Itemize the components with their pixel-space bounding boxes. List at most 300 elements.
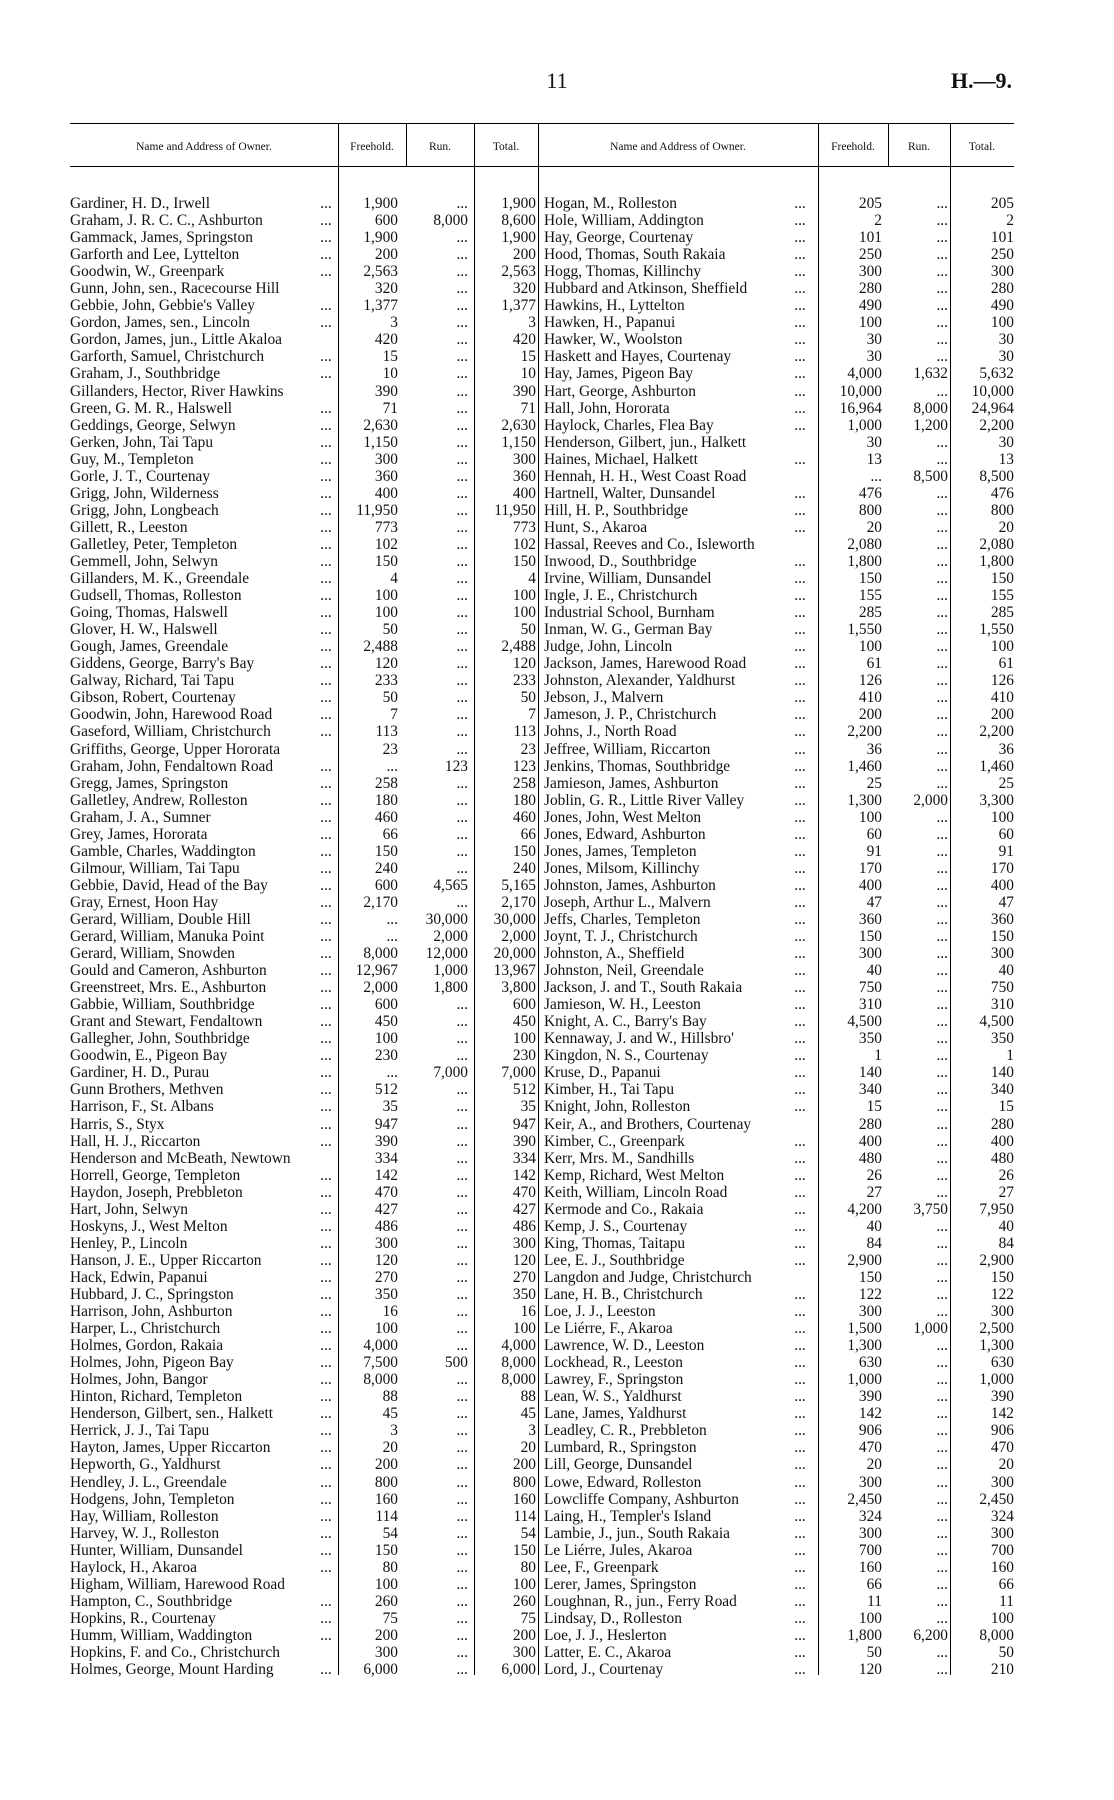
run-value: ... [456, 1661, 468, 1679]
table-row [544, 775, 1014, 792]
run-value: ... [936, 1303, 948, 1321]
owner-name: Gardiner, H. D., Purau [70, 1064, 210, 1082]
table-row [544, 996, 1014, 1013]
run-value: ... [456, 1268, 468, 1286]
owner-name: Gudsell, Thomas, Rolleston [70, 587, 242, 605]
leader-dots: ... [320, 1234, 332, 1252]
freehold-value: 1,300 [847, 1337, 882, 1355]
leader-dots: ... [320, 706, 332, 724]
owner-name: Kemp, Richard, West Melton [544, 1166, 725, 1184]
freehold-value: 200 [858, 706, 882, 724]
owner-name: Gabbie, William, Southbridge [70, 996, 255, 1014]
table-row [70, 1627, 540, 1644]
owner-name: Leadley, C. R., Prebbleton [544, 1422, 707, 1440]
freehold-value: 50 [866, 1643, 882, 1661]
table-row [544, 587, 1014, 604]
freehold-value: 300 [858, 263, 882, 281]
freehold-value: 102 [374, 535, 398, 553]
freehold-value: 2,488 [363, 638, 398, 656]
leader-dots: ... [794, 1592, 806, 1610]
run-value: ... [456, 331, 468, 349]
freehold-value: 800 [374, 1473, 398, 1491]
table-row [544, 758, 1014, 775]
table-row [544, 843, 1014, 860]
table-row [70, 1337, 540, 1354]
run-value: ... [936, 433, 948, 451]
leader-dots: ... [320, 945, 332, 963]
leader-dots: ... [794, 945, 806, 963]
run-value: ... [456, 1456, 468, 1474]
table-row [70, 1388, 540, 1405]
table-row [544, 1286, 1014, 1303]
owner-name: Inman, W. G., German Bay [544, 621, 713, 639]
freehold-value: 4,500 [847, 1013, 882, 1031]
total-value: 1,900 [501, 195, 536, 212]
leader-dots: ... [320, 1422, 332, 1440]
freehold-value: 300 [858, 1473, 882, 1491]
table-row [544, 723, 1014, 740]
leader-dots: ... [794, 229, 806, 247]
leader-dots: ... [794, 1047, 806, 1065]
run-value: ... [936, 1268, 948, 1286]
total-value: 476 [990, 484, 1014, 502]
freehold-value: 160 [374, 1490, 398, 1508]
leader-dots: ... [320, 791, 332, 809]
table-top-rule [70, 123, 1014, 124]
owner-name: Geddings, George, Selwyn [70, 416, 236, 434]
owner-name: Grigg, John, Longbeach [70, 501, 219, 519]
run-value: ... [456, 1541, 468, 1559]
leader-dots: ... [320, 518, 332, 536]
run-value: 6,200 [913, 1626, 948, 1644]
total-value: 180 [512, 791, 536, 809]
freehold-value: 150 [858, 928, 882, 946]
table-row [70, 1081, 540, 1098]
run-value: ... [936, 331, 948, 349]
run-value: ... [936, 501, 948, 519]
table-row [544, 383, 1014, 400]
leader-dots: ... [794, 808, 806, 826]
run-value: ... [936, 1115, 948, 1133]
total-value: 50 [520, 689, 536, 707]
owner-name: Hawkins, H., Lyttelton [544, 297, 685, 315]
owner-name: Gebbie, John, Gebbie's Valley [70, 297, 256, 315]
run-value: ... [936, 1337, 948, 1355]
run-value: ... [936, 723, 948, 741]
owner-name: Green, G. M. R., Halswell [70, 399, 232, 417]
freehold-value: 360 [858, 910, 882, 928]
freehold-value: 15 [866, 1098, 882, 1116]
total-value: 123 [512, 757, 536, 775]
owner-name: Jeffs, Charles, Templeton [544, 910, 701, 928]
freehold-value: 40 [866, 1217, 882, 1235]
table-row [544, 1013, 1014, 1030]
leader-dots: ... [794, 1643, 806, 1661]
owner-name: Gammack, James, Springston [70, 229, 253, 247]
freehold-value: ... [386, 928, 398, 946]
owner-name: Haylock, Charles, Flea Bay [544, 416, 714, 434]
table-row [544, 451, 1014, 468]
freehold-value: 2,450 [847, 1490, 882, 1508]
run-value: ... [456, 416, 468, 434]
table-row [544, 434, 1014, 451]
run-value: ... [936, 484, 948, 502]
owner-name: Kimber, H., Tai Tapu [544, 1081, 675, 1099]
table-row [70, 928, 540, 945]
freehold-value: 750 [858, 979, 882, 997]
table-row [70, 434, 540, 451]
table-row [544, 1184, 1014, 1201]
table-row [70, 1405, 540, 1422]
run-value: ... [456, 195, 468, 212]
table-row [544, 638, 1014, 655]
freehold-value: 285 [858, 604, 882, 622]
table-row [70, 417, 540, 434]
owner-name: Galletley, Andrew, Rolleston [70, 791, 248, 809]
owner-name: Le Liérre, F., Akaroa [544, 1320, 673, 1338]
total-value: 390 [512, 382, 536, 400]
table-row [70, 672, 540, 689]
run-value: ... [456, 1405, 468, 1423]
leader-dots: ... [320, 1524, 332, 1542]
total-value: 427 [512, 1200, 536, 1218]
table-row [70, 280, 540, 297]
total-value: 280 [990, 280, 1014, 298]
owner-name: Hogan, M., Rolleston [544, 195, 677, 212]
owner-name: Hubbard and Atkinson, Sheffield [544, 280, 748, 298]
owner-name: Gillanders, M. K., Greendale [70, 570, 250, 588]
freehold-value: 200 [374, 1626, 398, 1644]
freehold-value: 600 [374, 876, 398, 894]
freehold-value: 400 [374, 484, 398, 502]
leader-dots: ... [794, 859, 806, 877]
freehold-value: 300 [858, 1524, 882, 1542]
owner-name: Loe, J. J., Leeston [544, 1303, 656, 1321]
total-value: 61 [998, 655, 1014, 673]
run-value: ... [936, 1217, 948, 1235]
owner-name: Kruse, D., Papanui [544, 1064, 661, 1082]
table-row [70, 1456, 540, 1473]
total-value: 285 [990, 604, 1014, 622]
freehold-value: 1,300 [847, 791, 882, 809]
total-value: 2,200 [979, 723, 1014, 741]
total-value: 2,488 [501, 638, 536, 656]
run-value: ... [936, 570, 948, 588]
table-row [70, 706, 540, 723]
table-row [544, 1593, 1014, 1610]
owner-name: Gough, James, Greendale [70, 638, 229, 656]
freehold-value: 101 [858, 229, 882, 247]
table-row [70, 536, 540, 553]
run-value: ... [936, 672, 948, 690]
table-row [544, 1201, 1014, 1218]
total-value: 512 [512, 1081, 536, 1099]
owner-name: Holmes, George, Mount Harding [70, 1661, 274, 1679]
table-row [544, 689, 1014, 706]
freehold-value: 13 [866, 450, 882, 468]
leader-dots: ... [320, 876, 332, 894]
owner-name: Hennah, H. H., West Coast Road [544, 467, 747, 485]
freehold-value: 30 [866, 331, 882, 349]
total-value: 1,800 [979, 552, 1014, 570]
total-value: 200 [990, 706, 1014, 724]
leader-dots: ... [794, 212, 806, 230]
run-value: ... [936, 314, 948, 332]
run-value: ... [456, 535, 468, 553]
table-row [544, 195, 1014, 212]
leader-dots: ... [794, 382, 806, 400]
leader-dots: ... [320, 1354, 332, 1372]
leader-dots: ... [320, 1609, 332, 1627]
run-value: ... [456, 1149, 468, 1167]
run-value: ... [456, 791, 468, 809]
table-row [70, 860, 540, 877]
table-row [544, 229, 1014, 246]
table-row [544, 792, 1014, 809]
freehold-value: 400 [858, 876, 882, 894]
run-value: ... [456, 1047, 468, 1065]
leader-dots: ... [794, 1303, 806, 1321]
table-row [70, 1491, 540, 1508]
total-value: 2,170 [501, 893, 536, 911]
owner-name: Laing, H., Templer's Island [544, 1507, 712, 1525]
leader-dots: ... [320, 1268, 332, 1286]
total-value: 40 [998, 962, 1014, 980]
owner-name: Hartnell, Walter, Dunsandel [544, 484, 716, 502]
freehold-value: 1,800 [847, 1626, 882, 1644]
total-value: 2,900 [979, 1251, 1014, 1269]
total-value: 205 [990, 195, 1014, 212]
run-value: ... [936, 1081, 948, 1099]
leader-dots: ... [320, 825, 332, 843]
table-row [70, 894, 540, 911]
freehold-value: 4,000 [847, 365, 882, 383]
freehold-value: 4,000 [363, 1337, 398, 1355]
run-value: ... [936, 825, 948, 843]
total-value: 230 [512, 1047, 536, 1065]
total-value: 170 [990, 859, 1014, 877]
total-value: 100 [512, 587, 536, 605]
total-value: 11 [999, 1592, 1014, 1610]
leader-dots: ... [794, 910, 806, 928]
owner-name: Hubbard, J. C., Springston [70, 1286, 234, 1303]
freehold-value: 15 [382, 348, 398, 366]
owner-name: Goodwin, John, Harewood Road [70, 706, 273, 724]
table-row [544, 1081, 1014, 1098]
run-value: ... [936, 280, 948, 298]
table-row [70, 1218, 540, 1235]
run-value: ... [456, 706, 468, 724]
run-value: ... [936, 1030, 948, 1048]
leader-dots: ... [320, 774, 332, 792]
total-value: 2 [1006, 212, 1014, 230]
run-value: ... [456, 808, 468, 826]
table-row [70, 945, 540, 962]
freehold-value: 258 [374, 774, 398, 792]
owner-name: Hendley, J. L., Greendale [70, 1473, 227, 1491]
run-value: ... [936, 518, 948, 536]
run-value: ... [936, 706, 948, 724]
freehold-value: 150 [374, 842, 398, 860]
freehold-value: 2,200 [847, 723, 882, 741]
freehold-value: 230 [374, 1047, 398, 1065]
total-value: 100 [512, 604, 536, 622]
freehold-value: 480 [858, 1149, 882, 1167]
leader-dots: ... [320, 1132, 332, 1150]
total-value: 66 [520, 825, 536, 843]
run-value: 1,200 [913, 416, 948, 434]
freehold-value: 2,900 [847, 1251, 882, 1269]
owner-name: Hall, H. J., Riccarton [70, 1132, 201, 1150]
total-value: 60 [998, 825, 1014, 843]
table-row [544, 962, 1014, 979]
table-row [70, 775, 540, 792]
owner-name: Irvine, William, Dunsandel [544, 570, 712, 588]
table-row [544, 1116, 1014, 1133]
leader-dots: ... [794, 876, 806, 894]
freehold-value: 8,000 [363, 945, 398, 963]
total-value: 20 [998, 1456, 1014, 1474]
owner-name: Hay, James, Pigeon Bay [544, 365, 694, 383]
freehold-value: 205 [858, 195, 882, 212]
owner-name: Galletley, Peter, Templeton [70, 535, 238, 553]
owner-name: Latter, E. C., Akaroa [544, 1643, 672, 1661]
table-row [544, 1218, 1014, 1235]
owner-name: Grey, James, Hororata [70, 825, 208, 843]
run-value: ... [936, 1643, 948, 1661]
leader-dots: ... [794, 1626, 806, 1644]
run-value: ... [936, 348, 948, 366]
total-value: 23 [520, 740, 536, 758]
total-value: 15 [998, 1098, 1014, 1116]
run-value: ... [456, 1251, 468, 1269]
owner-name: Lill, George, Dunsandel [544, 1456, 693, 1474]
table-row [70, 604, 540, 621]
owner-name: Hanson, J. E., Upper Riccarton [70, 1251, 262, 1269]
freehold-value: 120 [374, 655, 398, 673]
owner-name: Lee, E. J., Southbridge [544, 1251, 685, 1269]
total-value: 75 [520, 1609, 536, 1627]
table-row [544, 1491, 1014, 1508]
table-row [544, 741, 1014, 758]
total-value: 410 [990, 689, 1014, 707]
leader-dots: ... [794, 1251, 806, 1269]
freehold-value: 470 [858, 1439, 882, 1457]
freehold-value: 200 [374, 246, 398, 264]
leader-dots: ... [320, 1541, 332, 1559]
run-value: ... [456, 399, 468, 417]
owner-name: Loughnan, R., jun., Ferry Road [544, 1592, 737, 1610]
total-value: 3 [528, 314, 536, 332]
run-value: ... [936, 1575, 948, 1593]
run-value: ... [936, 1388, 948, 1406]
run-value: ... [936, 945, 948, 963]
freehold-value: 20 [866, 518, 882, 536]
run-value: ... [936, 689, 948, 707]
table-row [544, 945, 1014, 962]
table-row [544, 331, 1014, 348]
total-value: 800 [990, 501, 1014, 519]
table-row [544, 263, 1014, 280]
total-value: 390 [990, 1388, 1014, 1406]
leader-dots: ... [320, 1200, 332, 1218]
run-value: ... [936, 1507, 948, 1525]
total-value: 7 [528, 706, 536, 724]
total-value: 160 [990, 1558, 1014, 1576]
leader-dots: ... [794, 280, 806, 298]
leader-dots: ... [794, 1354, 806, 1372]
freehold-value: 427 [374, 1200, 398, 1218]
table-row [70, 468, 540, 485]
table-row [544, 894, 1014, 911]
owner-name: Henderson, Gilbert, sen., Halkett [70, 1405, 274, 1423]
freehold-value: 20 [382, 1439, 398, 1457]
leader-dots: ... [794, 893, 806, 911]
total-value: 71 [520, 399, 536, 417]
leader-dots: ... [320, 604, 332, 622]
freehold-value: 1,550 [847, 621, 882, 639]
run-value: ... [936, 979, 948, 997]
table-row [544, 417, 1014, 434]
document-reference: H.—9. [950, 68, 1012, 93]
table-row [70, 1235, 540, 1252]
run-value: ... [936, 1422, 948, 1440]
total-value: 200 [512, 1626, 536, 1644]
total-value: 350 [512, 1286, 536, 1303]
owner-name: Gunn, John, sen., Racecourse Hill [70, 280, 280, 298]
table-row [544, 979, 1014, 996]
table-row [544, 1252, 1014, 1269]
leader-dots: ... [794, 1422, 806, 1440]
run-value: 4,565 [433, 876, 468, 894]
total-value: 280 [990, 1115, 1014, 1133]
page-number: 11 [546, 68, 568, 93]
leader-dots: ... [794, 979, 806, 997]
leader-dots: ... [320, 195, 332, 212]
total-value: 400 [990, 1132, 1014, 1150]
total-value: 20 [520, 1439, 536, 1457]
freehold-value: 7 [390, 706, 398, 724]
leader-dots: ... [794, 1541, 806, 1559]
total-value: 1,377 [501, 297, 536, 315]
run-value: 30,000 [425, 910, 468, 928]
run-value: ... [936, 893, 948, 911]
freehold-value: 630 [858, 1354, 882, 1372]
freehold-value: 2 [874, 212, 882, 230]
total-value: 3 [528, 1422, 536, 1440]
leader-dots: ... [794, 195, 806, 212]
leader-dots: ... [320, 263, 332, 281]
owner-name: Hayton, James, Upper Riccarton [70, 1439, 271, 1457]
leader-dots: ... [794, 1081, 806, 1099]
table-row [70, 1320, 540, 1337]
owner-name: Haydon, Joseph, Prebbleton [70, 1183, 243, 1201]
leader-dots: ... [794, 246, 806, 264]
leader-dots: ... [794, 416, 806, 434]
run-value: ... [456, 672, 468, 690]
freehold-value: 150 [374, 1541, 398, 1559]
freehold-value: 75 [382, 1609, 398, 1627]
owner-name: Hoskyns, J., West Melton [70, 1217, 228, 1235]
total-value: 320 [512, 280, 536, 298]
run-value: ... [456, 246, 468, 264]
table-row [544, 400, 1014, 417]
freehold-value: 16,964 [839, 399, 882, 417]
freehold-value: 390 [374, 1132, 398, 1150]
freehold-value: 512 [374, 1081, 398, 1099]
owner-name: Gerken, John, Tai Tapu [70, 433, 214, 451]
leader-dots: ... [320, 893, 332, 911]
